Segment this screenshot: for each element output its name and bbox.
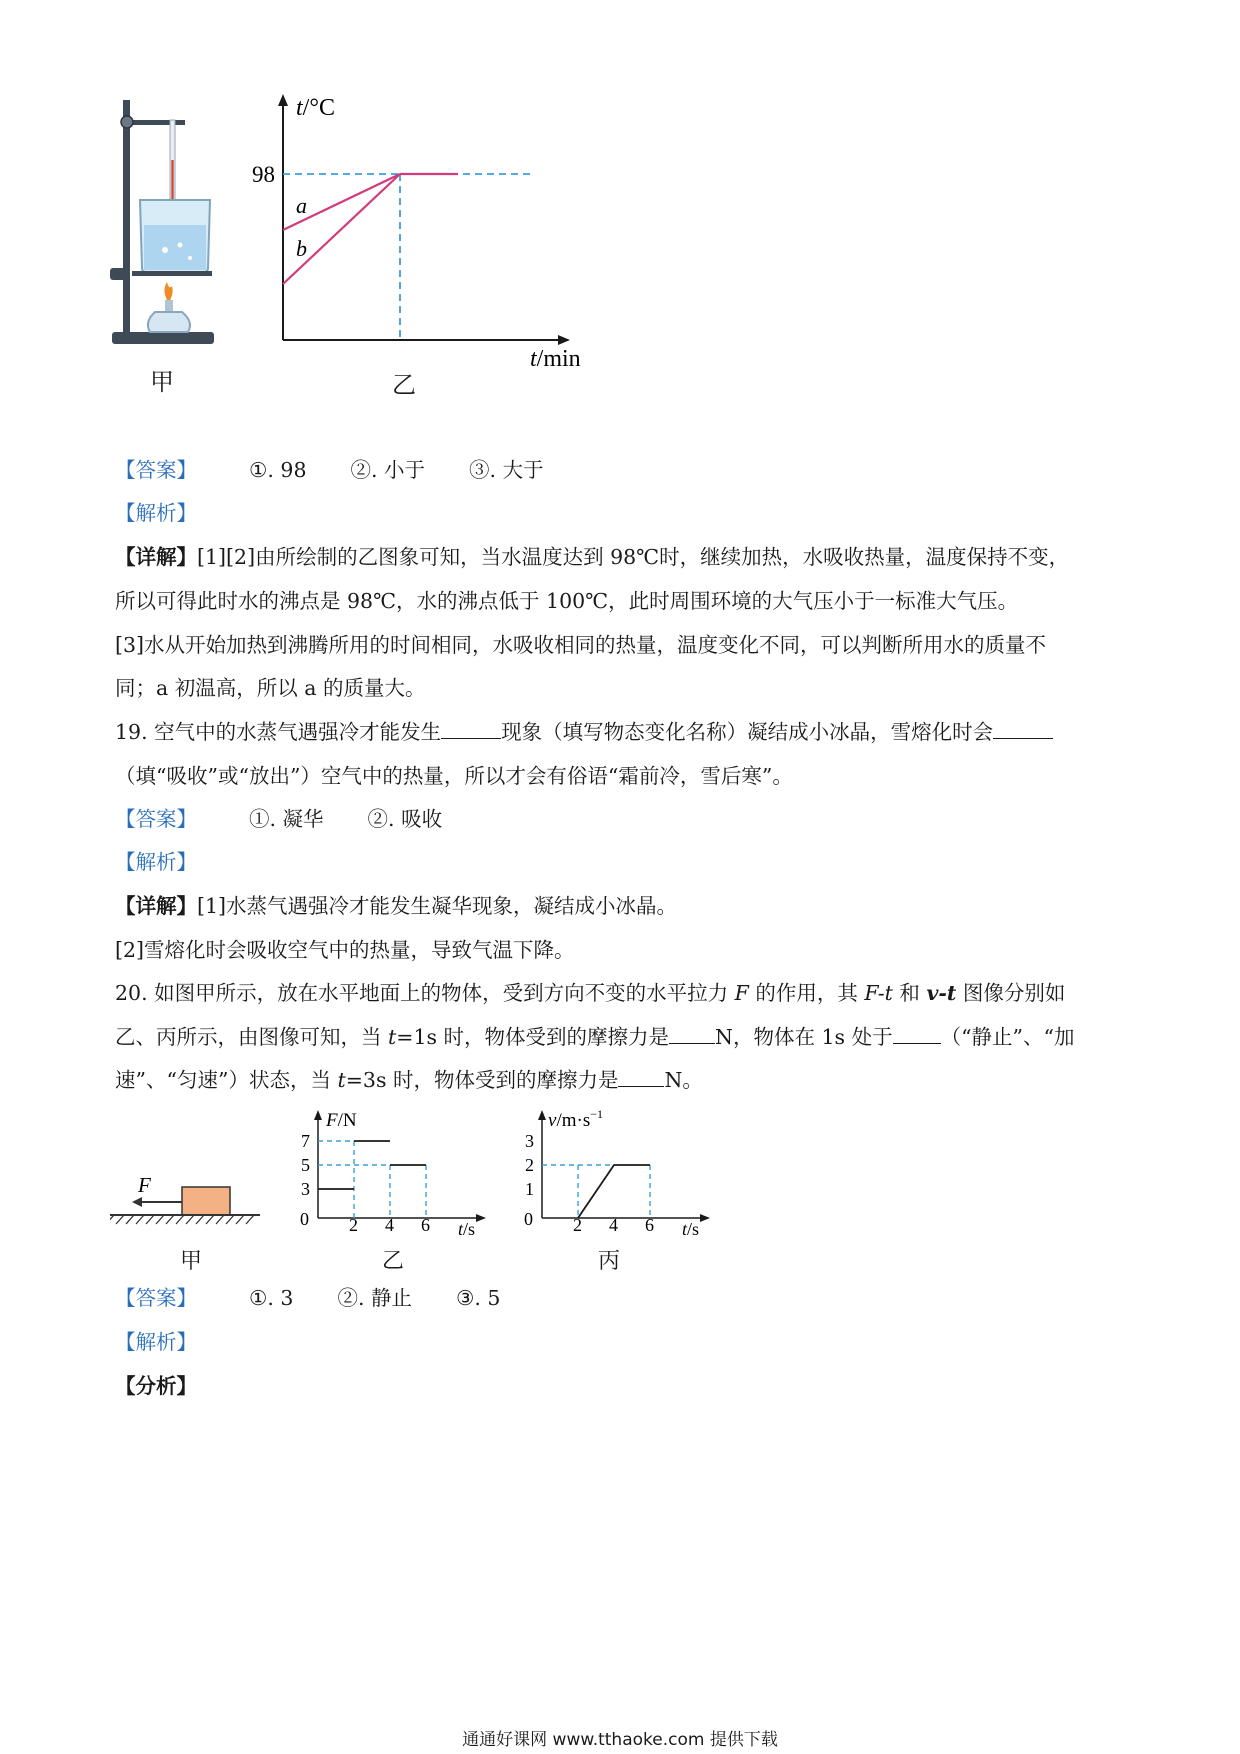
q18-answer-row [115,455,544,485]
svg-text:0: 0 [524,1209,533,1229]
block-force-figure [110,1162,270,1232]
q20-question-line-1: 20. 如图甲所示，放在水平地面上的物体，受到方向不变的水平拉力 F 的作用，其 F-t 和 v-t 图像分别如 [115,981,1066,1005]
q18-detail-line-1 [115,542,1069,572]
q19-question-line-2: （填“吸收”或“放出”）空气中的热量，所以才会有俗语“霜前冷，雪后寒”。 [115,764,793,788]
svg-text:2: 2 [525,1155,534,1175]
x-axis-label-t: t [530,346,537,370]
q19-detail-line-1 [115,891,677,921]
temperature-time-graph [250,90,610,370]
analysis-tag: 【解析】 [115,1330,197,1354]
analysis-tag: 【解析】 [115,850,197,874]
v-t-data-line [578,1165,650,1218]
q20-question-line-3: 速”、“匀速”）状态，当 t=3s 时，物体受到的摩擦力是 N。 [115,1068,703,1092]
answer-tag: 【答案】 [115,807,197,831]
y-axis-label-t: t [296,95,303,121]
tick-98: 98 [252,162,275,187]
figure-caption-yi: 乙 [392,371,416,399]
detail-text: [1][2]由所绘制的乙图象可知，当水温度达到 98℃时，继续加热，水吸收热量，温度保持不变， [197,545,1070,569]
line-b [283,174,400,284]
force-label: F [138,1173,151,1197]
svg-text:v/m·s−1: $v/m\cdot s^{-1}$ [548,1107,603,1131]
detail-tag: 【详解】 [115,545,197,569]
q19-answer-row [115,804,442,834]
svg-text:3: 3 [525,1131,534,1151]
q20-caption-bing: 丙 [598,1249,621,1274]
q19-question-line-1 [115,717,1053,747]
q20-answer-row [115,1283,500,1313]
svg-text:0: 0 [300,1209,309,1229]
fenxi-tag: 【分析】 [115,1374,197,1398]
q18-detail-line-2: 所以可得此时水的沸点是 98℃，水的沸点低于 100℃，此时周围环境的大气压小于一标准大气压。 [115,589,1019,613]
answer-1: ①. 98 [249,458,307,482]
q20-blank-1 [669,1023,715,1044]
svg-text:t/°C [296,95,335,121]
svg-text:1: 1 [525,1179,534,1199]
answer-2: ②. 小于 [350,458,426,482]
answer-2: ②. 静止 [337,1286,413,1310]
svg-text:5: 5 [301,1155,310,1175]
q18-detail-line-3: [3]水从开始加热到沸腾所用的时间相同，水吸收相同的热量，温度变化不同，可以判断所用水的质量不 [115,633,1047,657]
svg-text:2: 2 [349,1215,358,1235]
svg-text:t/s: t/s [458,1219,476,1239]
q19-blank-1 [441,718,501,739]
q19-text-b: 现象（填写物态变化名称）凝结成小冰晶，雪熔化时会 [501,720,994,744]
figure-caption-jia: 甲 [150,368,174,396]
q18-detail-line-4: 同；a 初温高，所以 a 的质量大。 [115,676,426,700]
answer-2: ②. 吸收 [367,807,443,831]
analysis-tag: 【解析】 [115,501,197,525]
label-b: b [296,236,307,261]
answer-3: ③. 大于 [469,458,544,482]
label-a: a [296,193,307,218]
detail-tag: 【详解】 [115,894,197,918]
svg-text:6: 6 [645,1215,654,1235]
q20-caption-yi: 乙 [382,1249,405,1274]
svg-text:F/N: F/N [326,1110,357,1131]
answer-1: ①. 凝华 [249,807,324,831]
q19-detail-line-2: [2]雪熔化时会吸收空气中的热量，导致气温下降。 [115,938,575,962]
answer-3: ③. 5 [456,1286,501,1310]
q20-blank-3 [618,1066,664,1087]
svg-text:6: 6 [421,1215,430,1235]
page-footer: 通通好课网 www.tthaoke.com 提供下载 [462,1730,778,1750]
svg-text:4: 4 [385,1215,394,1235]
svg-text:4: 4 [609,1215,618,1235]
q19-blank-2 [993,718,1053,739]
x-axis-label-unit: /min [536,346,581,370]
q20-question-line-2: 乙、丙所示，由图像可知，当 t=1s 时，物体受到的摩擦力是 N，物体在 1s 处于 （“静止”、“加 [115,1025,1075,1049]
svg-text:7: 7 [301,1131,310,1151]
svg-text:t/min [530,346,581,370]
detail-text: [1]水蒸气遇强冷才能发生凝华现象，凝结成小冰晶。 [197,894,678,918]
boiling-apparatus-figure [110,100,250,350]
svg-text:3: 3 [301,1179,310,1199]
velocity-time-graph [522,1105,722,1240]
answer-1: ①. 3 [249,1286,294,1310]
svg-text:2: 2 [573,1215,582,1235]
q20-caption-jia: 甲 [180,1249,203,1274]
force-time-graph [298,1105,498,1240]
y-axis-label-unit: /°C [302,95,335,121]
answer-tag: 【答案】 [115,458,197,482]
svg-text:t/s: t/s [682,1219,700,1239]
answer-tag: 【答案】 [115,1286,197,1310]
q20-blank-2 [893,1023,941,1044]
block [182,1187,230,1215]
q19-text-a: 19. 空气中的水蒸气遇强冷才能发生 [115,720,442,744]
